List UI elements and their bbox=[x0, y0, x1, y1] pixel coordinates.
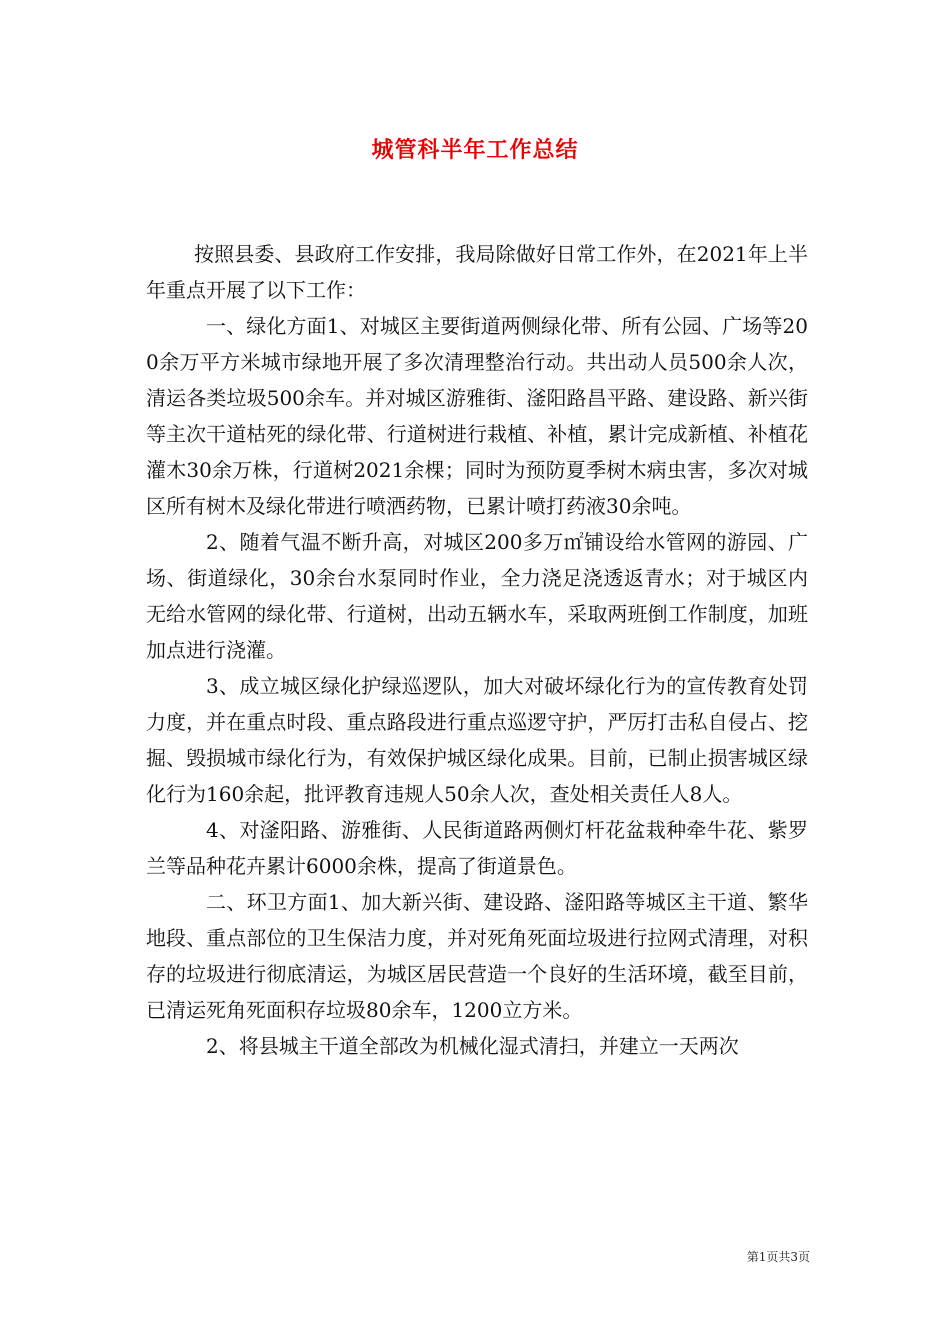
document-body bbox=[146, 236, 808, 1064]
paragraph-sanitation-1: 二、环卫方面1、加大新兴街、建设路、滏阳路等城区主干道、繁华地段、重点部位的卫生保洁力度，并对死角死面垃圾进行拉网式清理，对积存的垃圾进行彻底清运，为城区居民营造一个良好的生活环境，截至目前，已清运死角死面积存垃圾80余车，1200立方米。 bbox=[146, 890, 808, 1022]
document-title: 城管科半年工作总结 bbox=[371, 137, 579, 163]
page-number: 第1页共3页 bbox=[746, 1250, 810, 1264]
paragraph-greening-3: 3、成立城区绿化护绿巡逻队，加大对破坏绿化行为的宣传教育处罚力度，并在重点时段、重点路段进行重点巡逻守护，严厉打击私自侵占、挖掘、毁损城市绿化行为，有效保护城区绿化成果。目前，已制止损害城区绿化行为160余起，批评教育违规人50余人次，查处相关责任人8人。 bbox=[146, 674, 808, 806]
paragraph-intro: 按照县委、县政府工作安排，我局除做好日常工作外，在2021年上半年重点开展了以下工作： bbox=[146, 242, 808, 302]
paragraph-sanitation-2: 2、将县城主干道全部改为机械化湿式清扫，并建立一天两次 bbox=[206, 1034, 739, 1058]
paragraph-greening-2: 2、随着气温不断升高，对城区200多万㎡铺设给水管网的游园、广场、街道绿化，30余台水泵同时作业，全力浇足浇透返青水；对于城区内无给水管网的绿化带、行道树，出动五辆水车，采取两班倒工作制度，加班加点进行浇灌。 bbox=[146, 530, 808, 662]
paragraph-greening-4: 4、对滏阳路、游雅街、人民街道路两侧灯杆花盆栽种牵牛花、紫罗兰等品种花卉累计6000余株，提高了街道景色。 bbox=[146, 818, 808, 878]
paragraph-greening-1: 一、绿化方面1、对城区主要街道两侧绿化带、所有公园、广场等200余万平方米城市绿地开展了多次清理整治行动。共出动人员500余人次，清运各类垃圾500余车。并对城区游雅街、滏阳路昌平路、建设路、新兴街等主次干道枯死的绿化带、行道树进行栽植、补植，累计完成新植、补植花灌木30余万株，行道树2021余棵；同时为预防夏季树木病虫害，多次对城区所有树木及绿化带进行喷洒药物，已累计喷打药液30余吨。 bbox=[146, 314, 808, 518]
